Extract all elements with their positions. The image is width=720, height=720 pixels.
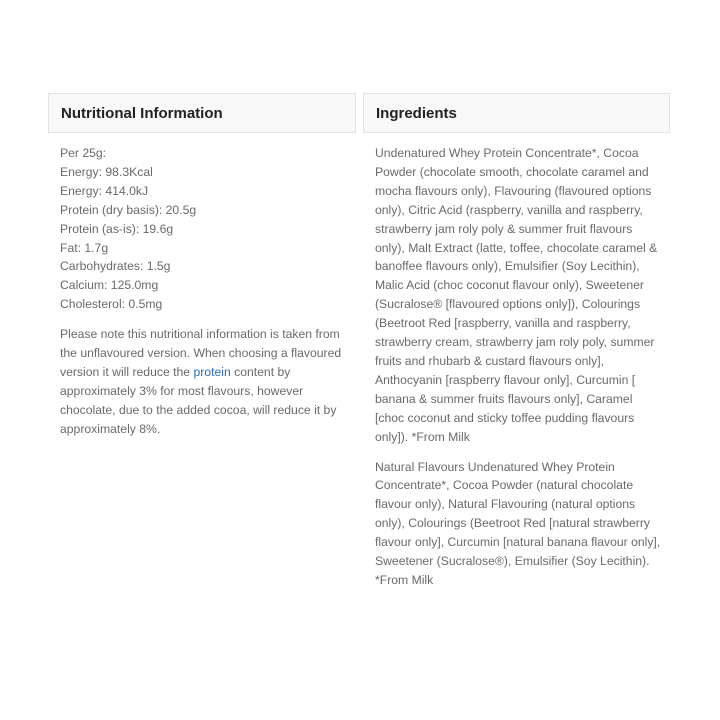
nutritional-information-body: [48, 133, 356, 439]
ingredients-header: [363, 93, 670, 133]
ingredients-paragraph-flavoured: Undenatured Whey Protein Concentrate*, Cocoa Powder (chocolate smooth, chocolate caramel and mocha flavours only), Flavouring (flavoured options only), Citric Acid (raspberry, vanilla and raspberry, strawberry jam roly poly & summer fruit flavours only), Malt Extract (latte, toffee, chocolate caramel & banoffee flavours only), Emulsifier (Soy Lecithin), Malic Acid (choc coconut flavour only), Sweetener (Sucralose® [flavoured options only]), Colourings (Beetroot Red [raspberry, vanilla and raspberry, strawberry cream, strawberry jam roly poly, summer fruits and rhubarb & custard flavours only], Anthocyanin [raspberry flavour only], Curcumin [ banana & summer fruits flavours only], Caramel [choc coconut and sticky toffee pudding flavours only]). *From Milk: [375, 146, 658, 444]
nutrition-facts-list: [60, 144, 356, 314]
nutrition-fact-cholesterol: Cholesterol: 0.5mg: [60, 297, 163, 312]
ingredients-title: Ingredients: [376, 104, 457, 122]
protein-link[interactable]: protein: [193, 364, 231, 379]
nutrition-fact-fat: Fat: 1.7g: [60, 240, 109, 255]
nutritional-information-header: [48, 93, 356, 133]
flavour-note-text-end: content by approximately 3% for most flavours, however chocolate, due to the added cocoa, will reduce it by approximately 8%.: [60, 364, 337, 436]
ingredients-body: [363, 133, 670, 590]
flavour-note-text-start: Please note this nutritional information is taken from the unflavoured version. When choosing a flavoured version it will reduce the: [60, 327, 342, 379]
ingredients-paragraph-natural: Natural Flavours Undenatured Whey Protein Concentrate*, Cocoa Powder (natural chocolate flavour only), Natural Flavouring (natural options only), Colourings (Beetroot Red [natural strawberry flavour only], Curcumin [natural banana flavour only], Sweetener (Sucralose®), Emulsifier (Soy Lecithin). *From Milk: [375, 459, 661, 587]
nutritional-information-title: Nutritional Information: [61, 104, 223, 122]
nutritional-information-panel: [48, 93, 356, 439]
nutrition-fact-per-serving: Per 25g:: [60, 146, 107, 160]
nutrition-fact-carbohydrates: Carbohydrates: 1.5g: [60, 259, 171, 274]
ingredients-panel: [363, 93, 670, 590]
nutrition-fact-energy-kj: Energy: 414.0kJ: [60, 183, 149, 198]
nutrition-fact-protein-dry: Protein (dry basis): 20.5g: [60, 202, 197, 217]
flavour-note: [60, 325, 356, 438]
nutrition-fact-protein-as-is: Protein (as-is): 19.6g: [60, 221, 174, 236]
nutrition-fact-energy-kcal: Energy: 98.3Kcal: [60, 164, 153, 179]
nutrition-fact-calcium: Calcium: 125.0mg: [60, 278, 159, 293]
